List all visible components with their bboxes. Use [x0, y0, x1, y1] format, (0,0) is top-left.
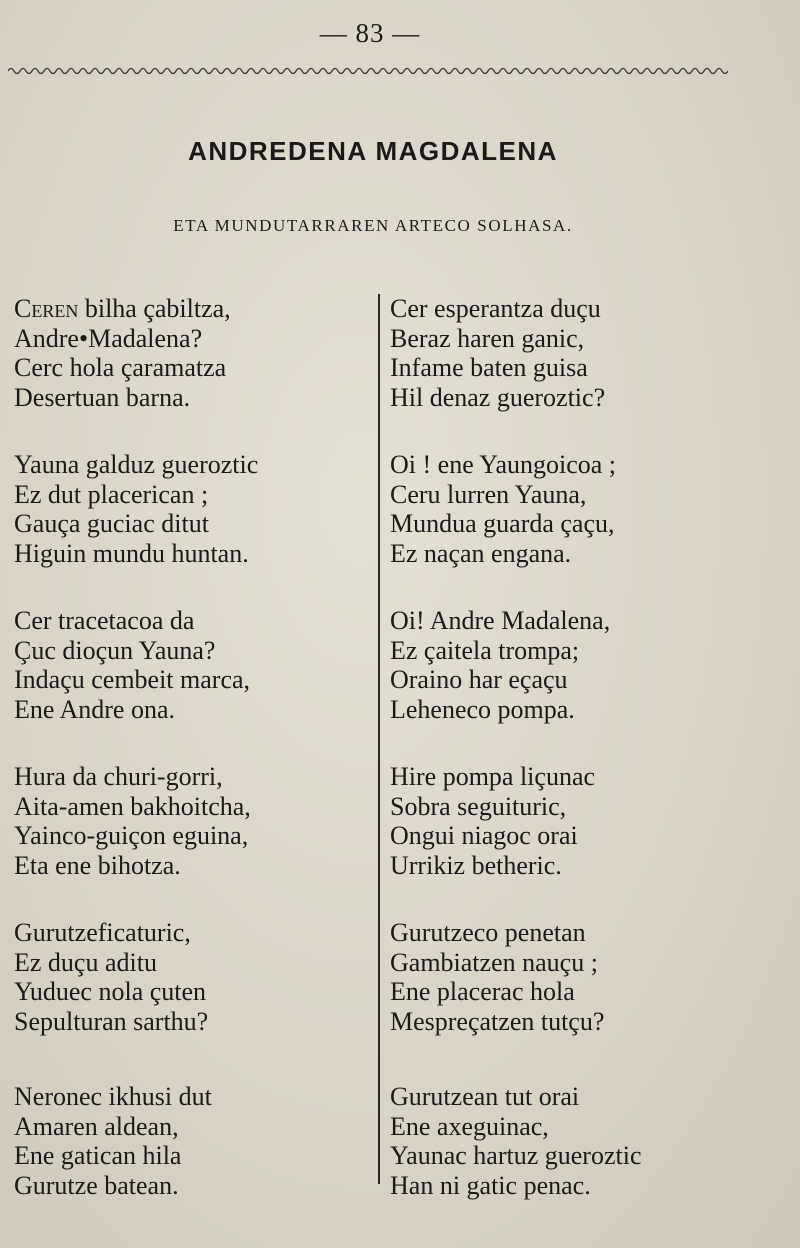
- verse-line: Oi ! ene Yaungoicoa ;: [390, 450, 617, 479]
- verse-line: Desertuan barna.: [14, 382, 191, 412]
- verse-line: Gambiatzen nauçu ;: [390, 947, 598, 977]
- stanza: [390, 762, 595, 880]
- stanza: [14, 918, 208, 1036]
- verse-line: Infame baten guisa: [390, 353, 588, 382]
- stanza: [14, 606, 250, 724]
- verse-line: Ene Andre ona.: [14, 694, 176, 724]
- stanza: [14, 294, 231, 412]
- verse-line: Urrikiz betheric.: [390, 850, 562, 880]
- stanza: [390, 1082, 641, 1200]
- verse-line: Oraino har eçaçu: [390, 665, 568, 694]
- verse-line: Ongui niagoc orai: [390, 821, 578, 850]
- page-number: — 83 —: [319, 18, 421, 48]
- stanza: [14, 1082, 212, 1200]
- verse-line: Mespreçatzen tutçu?: [390, 1006, 605, 1036]
- verse-line: Sepulturan sarthu?: [14, 1006, 209, 1036]
- stanza: [14, 762, 251, 880]
- verse-line: Gurutzeco penetan: [390, 918, 586, 947]
- verse-line: Hura da churi-gorri,: [14, 762, 223, 791]
- verse-line: Cer tracetacoa da: [14, 606, 195, 635]
- verse-line: Indaçu cembeit marca,: [14, 665, 251, 694]
- verse-line: Beraz haren ganic,: [390, 323, 585, 353]
- verse-line: Yauna galduz gueroztic: [14, 450, 259, 479]
- verse-line: Oi! Andre Madalena,: [390, 606, 611, 635]
- verse-line: Ene gatican hila: [14, 1141, 182, 1170]
- verse-line: Gauça guciac ditut: [14, 509, 209, 538]
- verse-line: Hire pompa liçunac: [390, 762, 596, 791]
- verse-line: Ene placerac hola: [390, 977, 575, 1006]
- stanza: [390, 450, 616, 568]
- verse-line: Ez duçu aditu: [14, 947, 157, 977]
- verse-line: Ez naçan engana.: [390, 538, 572, 568]
- verse-line: Ceru lurren Yauna,: [390, 479, 587, 509]
- verse-line: Mundua guarda çaçu,: [390, 509, 615, 538]
- verse-line: Hil denaz gueroztic?: [390, 382, 606, 412]
- verse-line: Yuduec nola çuten: [14, 977, 207, 1006]
- verse-line: Neronec ikhusi dut: [14, 1082, 212, 1111]
- poem-title: ANDREDENA MAGDALENA: [188, 136, 558, 166]
- stanza: [390, 606, 610, 724]
- first-word: Ceren: [14, 294, 79, 323]
- verse-line: Gurutze batean.: [14, 1170, 179, 1200]
- verse-line: Ez çaitela trompa;: [390, 635, 580, 665]
- verse-line: Eta ene bihotza.: [14, 850, 181, 880]
- verse-line: Han ni gatic penac.: [390, 1170, 591, 1200]
- verse-line: Leheneco pompa.: [390, 694, 575, 724]
- verse-line: Cerc hola çaramatza: [14, 353, 227, 382]
- stanza: [14, 450, 258, 568]
- stanza: [390, 294, 605, 412]
- verse-line: Ez dut placerican ;: [14, 479, 209, 509]
- verse-line: Çuc dioçun Yauna?: [14, 635, 216, 665]
- verse-line: Gurutzeficaturic,: [14, 918, 191, 947]
- stanza: [390, 918, 604, 1036]
- column-divider: [378, 294, 380, 1184]
- verse-line: Cer esperantza duçu: [390, 294, 601, 323]
- poem-subtitle: ETA MUNDUTARRAREN ARTECO SOLHASA.: [173, 216, 573, 235]
- verse-line: Sobra seguituric,: [390, 791, 567, 821]
- decorative-rule: [8, 66, 728, 76]
- verse-line: Aita-amen bakhoitcha,: [14, 791, 251, 821]
- verse-line: Yaunac hartuz gueroztic: [390, 1141, 642, 1170]
- verse-line: Higuin mundu huntan.: [14, 538, 249, 568]
- verse-line: Andre•Madalena?: [14, 323, 203, 353]
- verse-line: Ceren bilha çabiltza,: [14, 294, 231, 323]
- verse-line: Amaren aldean,: [14, 1111, 179, 1141]
- verse-line: Yainco-guiçon eguina,: [14, 821, 249, 850]
- verse-line: Ene axeguinac,: [390, 1111, 549, 1141]
- verse-line: Gurutzean tut orai: [390, 1082, 580, 1111]
